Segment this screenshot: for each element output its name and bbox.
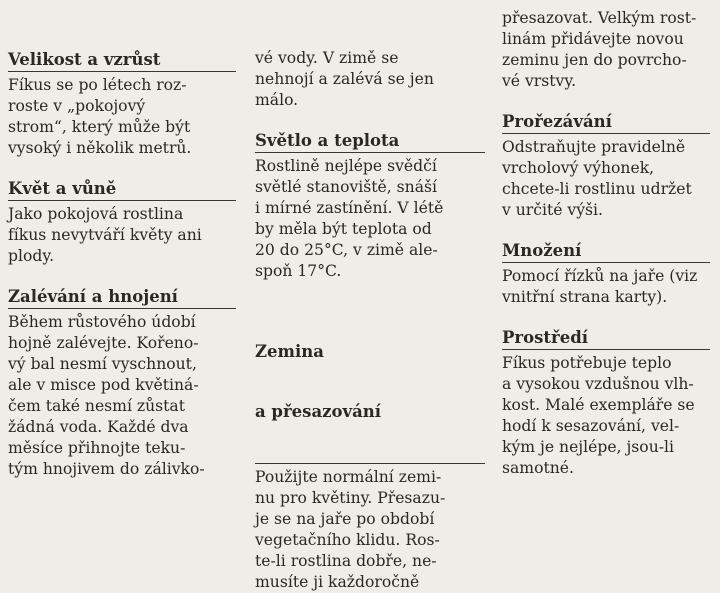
text-pruning [502, 137, 710, 221]
text-line: i mírné zastínění. V létě [255, 199, 444, 217]
spacer [8, 159, 236, 179]
text-line: vnitřní strana karty). [502, 288, 668, 306]
column-1 [8, 50, 236, 480]
text-line: kost. Malé exempláře se [502, 396, 695, 414]
text-line: nehnojí a zalévá se jen [255, 70, 434, 88]
text-line: plody. [8, 247, 55, 265]
text-line: chcete-li rostlinu udržet [502, 180, 692, 198]
text-line: čem také nesmí zůstat [8, 397, 185, 415]
text-line: vý bal nesmí vyschnout, [8, 355, 197, 373]
text-line: vé vrstvy. [502, 72, 577, 90]
heading-pruning: Prořezávání [502, 112, 710, 134]
text-line: vysoký i několik metrů. [8, 139, 192, 157]
text-line: kým je nejlépe, jsou-li [502, 438, 674, 456]
column-2 [255, 48, 485, 593]
heading-environment: Prostředí [502, 328, 710, 350]
text-line: fíkus nevytváří květy ani [8, 226, 202, 244]
text-line: spoň 17°C. [255, 262, 342, 280]
text-environment [502, 353, 710, 479]
text-line: a vysokou vzdušnou vlh- [502, 375, 694, 393]
text-line: nu pro květiny. Přesazu- [255, 489, 446, 507]
text-line: 20 do 25°C, v zimě ale- [255, 241, 438, 259]
text-line: Pomocí řízků na jaře (viz [502, 267, 698, 285]
text-line: měsíce přihnojte teku- [8, 439, 186, 457]
spacer [255, 111, 485, 131]
spacer [502, 92, 710, 112]
text-soil-repotting [255, 467, 485, 593]
text-line: je se na jaře po období [255, 510, 435, 528]
text-repotting-continued [502, 8, 710, 92]
heading-light-temperature: Světlo a teplota [255, 131, 485, 153]
text-line: ale v misce pod květiná- [8, 376, 199, 394]
text-line: Použijte normální zemi- [255, 468, 442, 486]
spacer [502, 221, 710, 241]
text-line: světlé stanoviště, snáší [255, 178, 438, 196]
text-line: samotné. [502, 459, 574, 477]
heading-soil-repotting [255, 302, 485, 464]
text-line: Během růstového údobí [8, 313, 196, 331]
text-line: v určité výši. [502, 201, 604, 219]
text-line: linám přidávejte novou [502, 30, 684, 48]
text-line: te-li rostlina dobře, ne- [255, 552, 437, 570]
heading-propagation: Množení [502, 241, 710, 263]
text-line: málo. [255, 91, 299, 109]
text-line: by měla být teplota od [255, 220, 432, 238]
text-line: Odstraňujte pravidelně [502, 138, 686, 156]
text-line: vegetačního klidu. Ros- [255, 531, 440, 549]
spacer [8, 267, 236, 287]
text-line: hojně zalévejte. Kořeno- [8, 334, 199, 352]
spacer [255, 282, 485, 302]
text-watering [8, 312, 236, 480]
text-line: Fíkus potřebuje teplo [502, 354, 672, 372]
heading-flower-scent: Květ a vůně [8, 179, 236, 201]
text-line: roste v „pokojový [8, 97, 146, 115]
text-line: vé vody. V zimě se [255, 49, 399, 67]
text-line: zeminu jen do povrcho- [502, 51, 687, 69]
column-3 [502, 8, 710, 479]
text-line: Rostlině nejlépe svědčí [255, 157, 437, 175]
heading-line: a přesazování [255, 402, 382, 421]
text-propagation [502, 266, 710, 308]
spacer [502, 308, 710, 328]
text-line: Fíkus se po létech roz- [8, 76, 187, 94]
text-line: Jako pokojová rostlina [8, 205, 184, 223]
text-line: vrcholový výhonek, [502, 159, 655, 177]
text-line: strom“, který může být [8, 118, 191, 136]
heading-size-growth: Velikost a vzrůst [8, 50, 236, 72]
text-line: přesazovat. Velkým rost- [502, 9, 697, 27]
text-line: tým hnojivem do zálivko- [8, 460, 205, 478]
heading-watering: Zalévání a hnojení [8, 287, 236, 309]
text-size-growth [8, 75, 236, 159]
text-line: hodí k sesazování, vel- [502, 417, 680, 435]
text-watering-continued [255, 48, 485, 111]
text-flower-scent [8, 204, 236, 267]
text-line: žádná voda. Každé dva [8, 418, 189, 436]
heading-line: Zemina [255, 342, 324, 361]
text-light-temperature [255, 156, 485, 282]
text-line: musíte ji každoročně [255, 573, 420, 591]
